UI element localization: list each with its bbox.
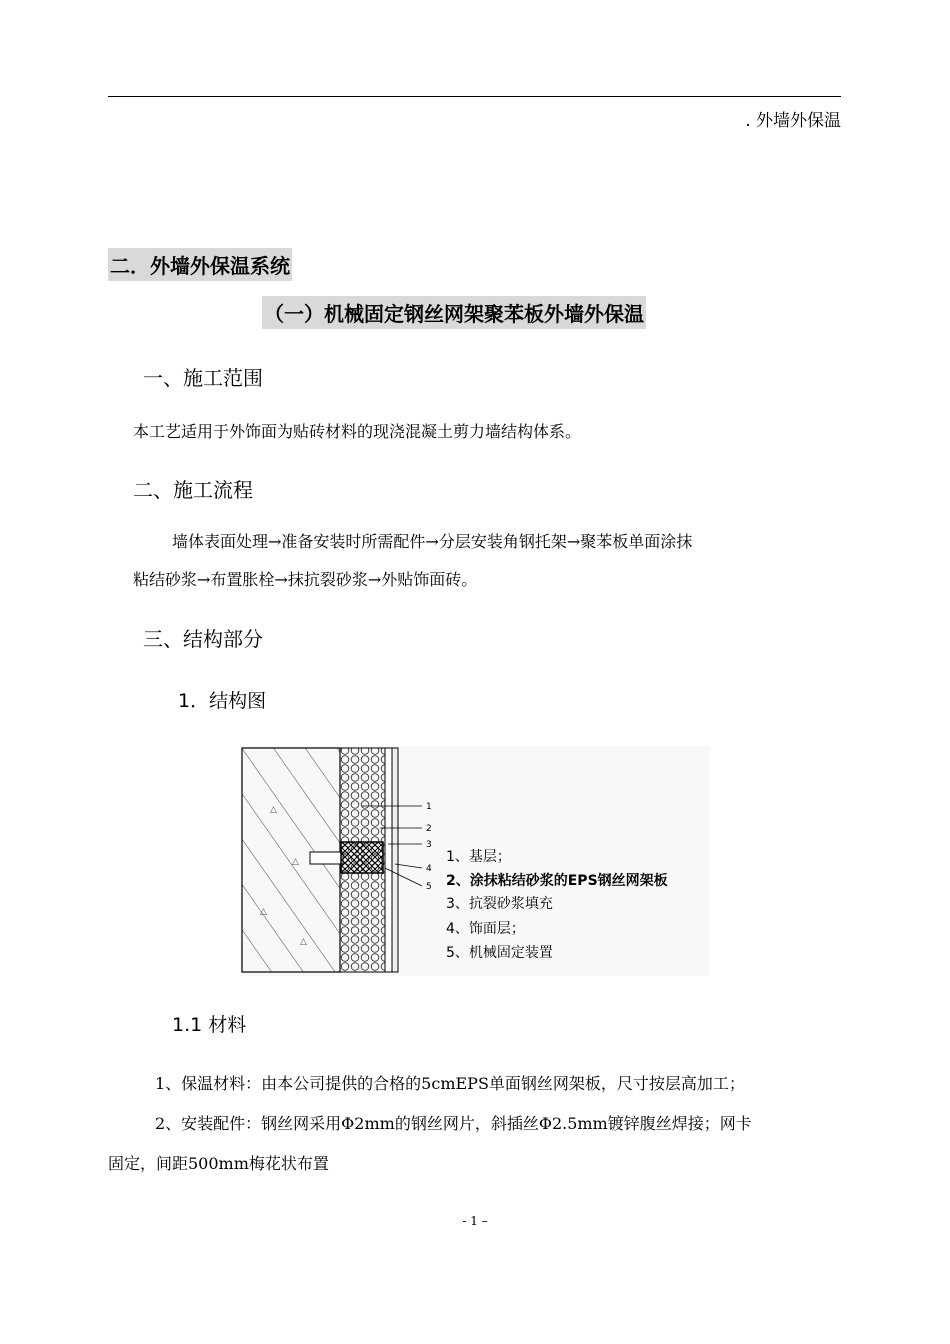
- facing-layer: [392, 748, 398, 972]
- scope-text: 本工艺适用于外饰面为贴砖材料的现浇混凝土剪力墙结构体系。: [133, 422, 582, 441]
- materials-item-1: 1、保温材料：由本公司提供的合格的5cmEPS单面钢丝网架板，尺寸按层高加工；: [155, 1074, 745, 1093]
- callout-3: 3: [426, 840, 432, 850]
- structure-heading: 三、结构部分: [143, 627, 263, 651]
- section-title: 二．外墙外保温系统: [108, 248, 292, 281]
- svg-text:△: △: [300, 937, 307, 947]
- structure-sub-heading: 1．结构图: [178, 690, 267, 712]
- structure-diagram-svg: [240, 746, 710, 976]
- legend-item-1: 1、基层；: [446, 849, 511, 865]
- header-title: . 外墙外保温: [745, 111, 841, 131]
- legend-item-2: 2、涂抹粘结砂浆的EPS钢丝网架板: [446, 873, 668, 889]
- callout-4: 4: [426, 864, 432, 874]
- materials-item-2-line-1: 2、安装配件：钢丝网采用Φ2mm的钢丝网片，斜插丝Φ2.5mm镀锌腹丝焊接；网卡: [155, 1114, 752, 1133]
- page-number: - 1 –: [462, 1214, 488, 1228]
- anchor-bolt: [310, 852, 343, 864]
- callout-1: 1: [426, 802, 432, 812]
- scope-heading: 一、施工范围: [143, 366, 263, 390]
- mortar-layer: [385, 748, 392, 972]
- legend-item-3: 3、抗裂砂浆填充: [446, 896, 553, 912]
- svg-text:△: △: [270, 805, 277, 815]
- materials-heading: 1.1 材料: [172, 1014, 247, 1036]
- svg-text:△: △: [260, 907, 267, 917]
- structure-diagram: [240, 746, 710, 976]
- materials-item-2-line-2: 固定，间距500mm梅花状布置: [108, 1154, 329, 1173]
- svg-text:△: △: [292, 857, 299, 867]
- process-line-2: 粘结砂浆→布置胀栓→抹抗裂砂浆→外贴饰面砖。: [133, 570, 478, 589]
- legend-item-4: 4、饰面层；: [446, 921, 525, 937]
- callout-2: 2: [426, 824, 432, 834]
- header-rule: [108, 96, 841, 97]
- process-heading: 二、施工流程: [133, 478, 253, 502]
- subsection-title: （一）机械固定钢丝网架聚苯板外墙外保温: [262, 296, 646, 329]
- process-line-1: 墙体表面处理→准备安装时所需配件→分层安装角钢托架→聚苯板单面涂抹: [172, 532, 693, 551]
- legend-item-5: 5、机械固定装置: [446, 945, 553, 961]
- callout-5: 5: [426, 882, 432, 892]
- anchor-block: [341, 842, 383, 873]
